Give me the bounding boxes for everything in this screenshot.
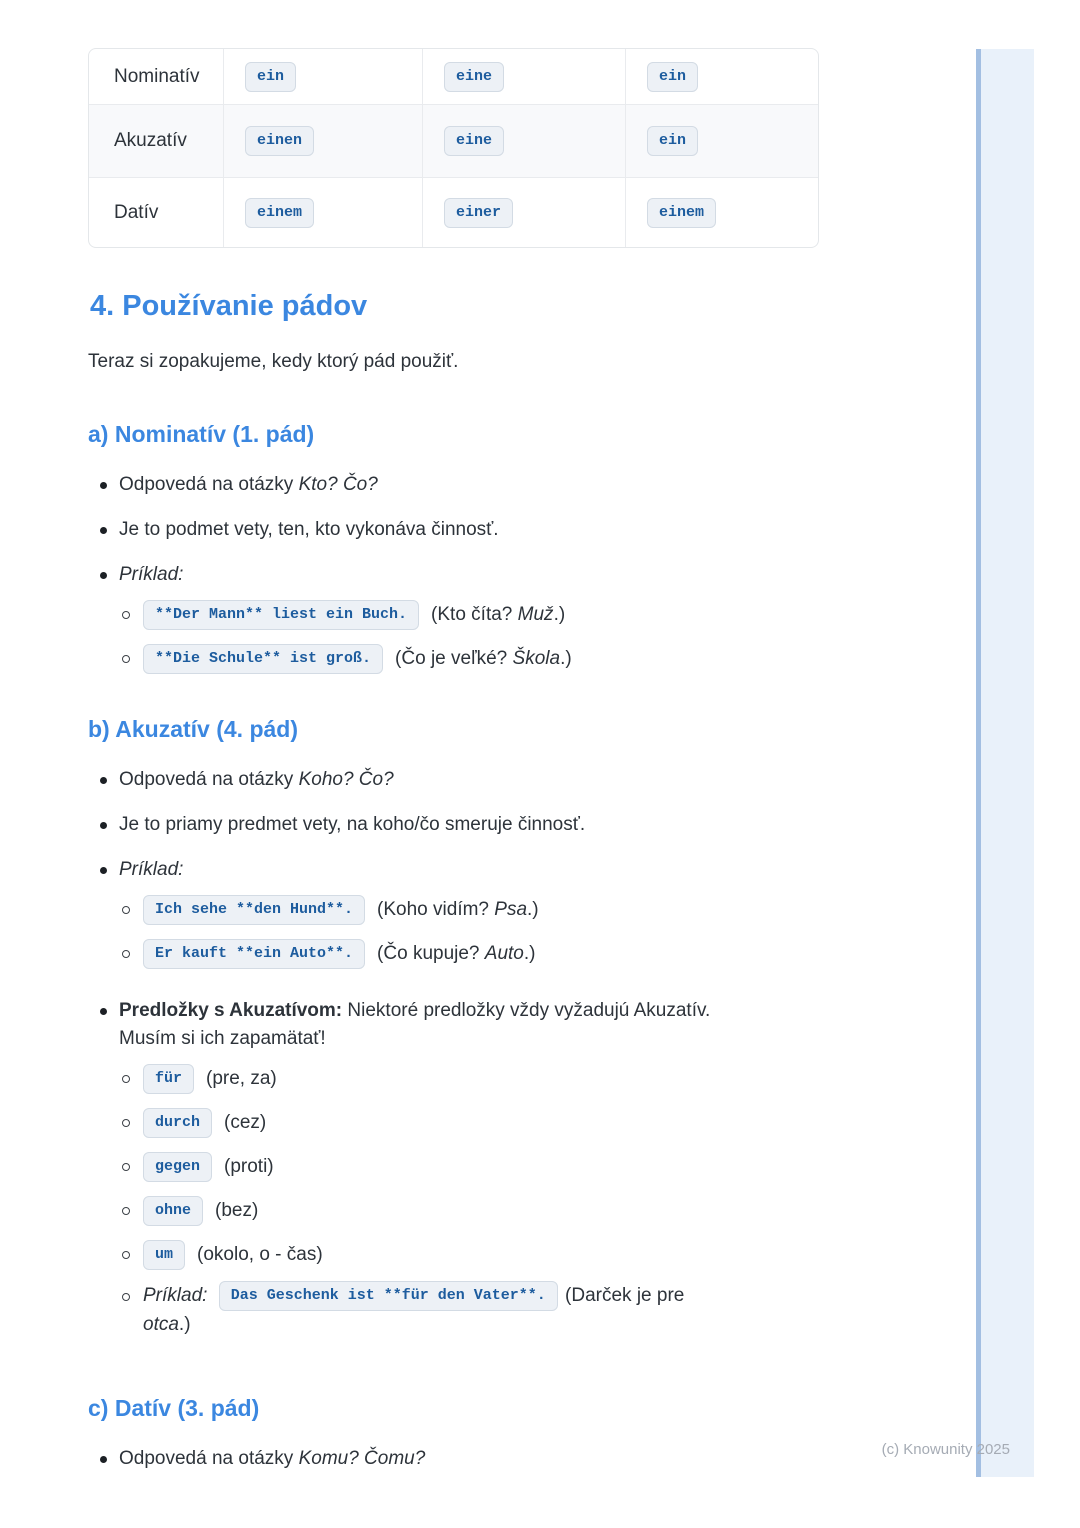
text-run-italic: Psa bbox=[494, 899, 528, 920]
text-run: (Koho vidím? bbox=[377, 899, 495, 920]
text-run-italic: Škola bbox=[512, 648, 561, 669]
preposition-item bbox=[119, 1193, 892, 1229]
side-panel bbox=[976, 49, 1034, 1477]
row-label: Akuzatív bbox=[114, 130, 187, 151]
example-translation bbox=[431, 601, 565, 629]
example-item bbox=[119, 892, 892, 928]
text-run-italic: Príklad: bbox=[119, 859, 184, 880]
bullet-icon bbox=[100, 777, 107, 784]
example-translation bbox=[143, 1281, 892, 1339]
list-item bbox=[88, 1445, 892, 1473]
table-cell bbox=[223, 177, 422, 247]
circle-bullet-icon bbox=[122, 1251, 130, 1259]
circle-bullet-icon bbox=[122, 611, 130, 619]
preposition-gloss: (proti) bbox=[224, 1156, 274, 1177]
code-chip: **Der Mann** liest ein Buch. bbox=[143, 600, 419, 630]
preposition-list bbox=[119, 1061, 892, 1339]
text-run: (Darček je pre bbox=[559, 1285, 685, 1307]
example-translation bbox=[377, 940, 535, 968]
text-run: (Kto číta? bbox=[431, 604, 518, 625]
text-run-italic: Príklad: bbox=[119, 564, 184, 585]
bullet-icon bbox=[100, 1456, 107, 1463]
preposition-gloss: (cez) bbox=[224, 1112, 267, 1133]
circle-bullet-icon bbox=[122, 1075, 130, 1083]
example-translation bbox=[395, 645, 572, 673]
bullet-icon bbox=[100, 527, 107, 534]
text-run: Musím si ich zapamätať! bbox=[119, 1028, 326, 1049]
bullet-icon bbox=[100, 1008, 107, 1015]
bullet-list bbox=[88, 1445, 892, 1473]
article-chip: eine bbox=[444, 126, 504, 156]
table-cell bbox=[625, 104, 818, 177]
text-run-italic: Muž bbox=[517, 604, 554, 625]
text-run: Odpovedá na otázky bbox=[119, 1448, 299, 1469]
intro-text: Teraz si zopakujeme, kedy ktorý pád použiť. bbox=[88, 351, 459, 372]
footer-copyright: (c) Knowunity 2025 bbox=[881, 1441, 1010, 1458]
code-chip: durch bbox=[143, 1108, 212, 1138]
code-chip: gegen bbox=[143, 1152, 212, 1182]
case-table bbox=[88, 48, 819, 248]
example-list bbox=[119, 597, 892, 677]
bullet-text bbox=[119, 997, 892, 1347]
circle-bullet-icon bbox=[122, 655, 130, 663]
text-run: Je to priamy predmet vety, na koho/čo smeruje činnosť. bbox=[119, 814, 586, 835]
bullet-text bbox=[119, 856, 892, 980]
bullet-list bbox=[88, 766, 892, 1347]
list-item bbox=[88, 997, 892, 1347]
row-label: Datív bbox=[114, 201, 159, 223]
code-chip: **Die Schule** ist groß. bbox=[143, 644, 383, 674]
code-chip: Das Geschenk ist **für den Vater**. bbox=[219, 1281, 558, 1311]
circle-bullet-icon bbox=[122, 1163, 130, 1171]
text-run: (Čo je veľké? bbox=[395, 648, 513, 669]
example-item bbox=[119, 936, 892, 972]
article-chip: einem bbox=[245, 198, 314, 228]
list-item bbox=[88, 856, 892, 980]
text-run: Odpovedá na otázky bbox=[119, 769, 299, 790]
table-cell bbox=[625, 177, 818, 247]
text-run-italic: otca bbox=[143, 1314, 179, 1335]
article-chip: ein bbox=[647, 126, 698, 156]
bullet-list bbox=[88, 471, 892, 685]
example-item bbox=[119, 1281, 892, 1339]
circle-bullet-icon bbox=[122, 950, 130, 958]
article-chip: eine bbox=[444, 62, 504, 92]
text-run: .) bbox=[527, 899, 539, 920]
preposition-gloss: (okolo, o - čas) bbox=[197, 1244, 323, 1265]
code-chip: ohne bbox=[143, 1196, 203, 1226]
table-row-label-cell bbox=[89, 177, 223, 247]
bullet-text bbox=[119, 766, 892, 794]
row-label: Nominatív bbox=[114, 65, 200, 87]
text-run: .) bbox=[178, 1314, 191, 1335]
bullet-icon bbox=[100, 822, 107, 829]
preposition-item bbox=[119, 1237, 892, 1273]
table-cell bbox=[422, 177, 625, 247]
text-run: .) bbox=[553, 604, 566, 625]
text-run-italic: Komu? Čomu? bbox=[298, 1448, 426, 1469]
example-list bbox=[119, 892, 892, 972]
example-item bbox=[119, 597, 892, 633]
section-heading-a: a) Nominatív (1. pád) bbox=[88, 421, 315, 447]
bullet-text bbox=[119, 516, 892, 544]
bullet-text bbox=[119, 1445, 892, 1473]
preposition-item bbox=[119, 1061, 892, 1097]
side-panel-strip bbox=[976, 49, 981, 1477]
text-run: (Čo kupuje? bbox=[377, 943, 485, 964]
circle-bullet-icon bbox=[122, 906, 130, 914]
list-item bbox=[88, 811, 892, 839]
article-chip: einer bbox=[444, 198, 513, 228]
list-item bbox=[88, 516, 892, 544]
circle-bullet-icon bbox=[122, 1119, 130, 1127]
page-title: 4. Používanie pádov bbox=[90, 290, 368, 322]
text-run-bold: Predložky s Akuzatívom: bbox=[119, 1000, 343, 1021]
text-run-italic: Koho? Čo? bbox=[298, 769, 394, 790]
list-item bbox=[88, 471, 892, 499]
code-chip: Er kauft **ein Auto**. bbox=[143, 939, 365, 969]
table-cell bbox=[625, 49, 818, 104]
text-run: .) bbox=[560, 648, 572, 669]
article-chip: einen bbox=[245, 126, 314, 156]
table-cell bbox=[223, 104, 422, 177]
text-run-italic: Príklad: bbox=[143, 1285, 213, 1307]
section-heading-b: b) Akuzatív (4. pád) bbox=[88, 716, 298, 742]
bullet-text bbox=[119, 471, 892, 499]
bullet-text bbox=[119, 811, 892, 839]
text-run-italic: Auto bbox=[484, 943, 524, 964]
table-cell bbox=[223, 49, 422, 104]
table-row-label-cell bbox=[89, 104, 223, 177]
table-cell bbox=[422, 104, 625, 177]
text-run: Niektoré predložky vždy vyžadujú Akuzatív. bbox=[342, 1000, 711, 1021]
bullet-icon bbox=[100, 572, 107, 579]
text-run bbox=[143, 1314, 191, 1335]
preposition-item bbox=[119, 1149, 892, 1185]
circle-bullet-icon bbox=[122, 1293, 130, 1301]
table-cell bbox=[422, 49, 625, 104]
code-chip: um bbox=[143, 1240, 185, 1270]
example-item bbox=[119, 641, 892, 677]
text-run: Odpovedá na otázky bbox=[119, 474, 299, 495]
text-run-italic: Kto? Čo? bbox=[298, 474, 378, 495]
article-chip: einem bbox=[647, 198, 716, 228]
bullet-text bbox=[119, 561, 892, 685]
article-chip: ein bbox=[245, 62, 296, 92]
circle-bullet-icon bbox=[122, 1207, 130, 1215]
table-row-label-cell bbox=[89, 49, 223, 104]
example-translation bbox=[377, 896, 539, 924]
code-chip: für bbox=[143, 1064, 194, 1094]
bullet-icon bbox=[100, 867, 107, 874]
preposition-gloss: (pre, za) bbox=[206, 1068, 277, 1089]
code-chip: Ich sehe **den Hund**. bbox=[143, 895, 365, 925]
document-content bbox=[88, 48, 892, 1490]
list-item bbox=[88, 561, 892, 685]
article-chip: ein bbox=[647, 62, 698, 92]
text-run: .) bbox=[523, 943, 536, 964]
section-heading-c: c) Datív (3. pád) bbox=[88, 1395, 260, 1421]
preposition-item bbox=[119, 1105, 892, 1141]
text-run: Je to podmet vety, ten, kto vykonáva činnosť. bbox=[119, 519, 499, 540]
preposition-gloss: (bez) bbox=[215, 1200, 259, 1221]
bullet-icon bbox=[100, 482, 107, 489]
list-item bbox=[88, 766, 892, 794]
